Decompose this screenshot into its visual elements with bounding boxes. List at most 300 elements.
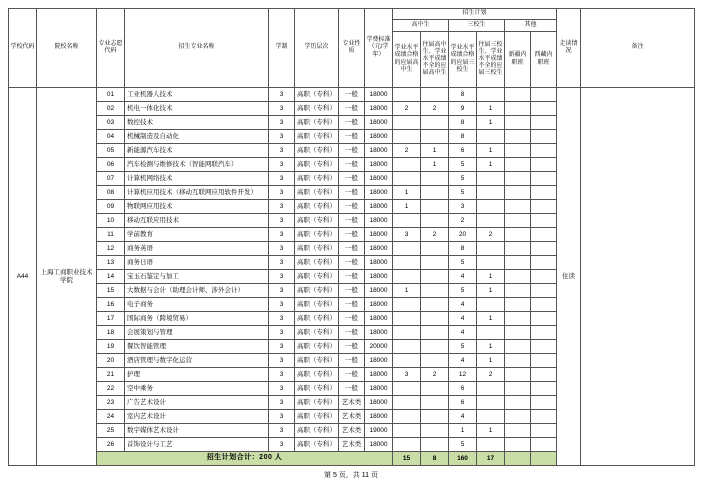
- plan-sx2-cell: [477, 438, 505, 452]
- plan-sx1-cell: 5: [449, 256, 477, 270]
- plan-sx2-cell: 1: [477, 102, 505, 116]
- total-sx1-cell: 160: [449, 452, 477, 466]
- nature-cell: 一般: [339, 228, 365, 242]
- plan-sx2-cell: 1: [477, 284, 505, 298]
- plan-xj-cell: [505, 172, 531, 186]
- plan-xj-cell: [505, 214, 531, 228]
- plan-sx2-cell: 1: [477, 270, 505, 284]
- major-code-cell: 04: [97, 130, 125, 144]
- level-cell: 高职（专科）: [295, 186, 339, 200]
- major-name-cell: 机电一体化技术: [125, 102, 269, 116]
- fee-cell: 18000: [365, 284, 393, 298]
- fee-cell: 18000: [365, 242, 393, 256]
- plan-sx1-cell: 8: [449, 88, 477, 102]
- plan-xj-cell: [505, 116, 531, 130]
- plan-gz1-cell: [393, 88, 421, 102]
- plan-sx2-cell: [477, 88, 505, 102]
- header-nature: 专业性质: [339, 9, 365, 88]
- plan-xj-cell: [505, 270, 531, 284]
- plan-sx1-cell: 4: [449, 354, 477, 368]
- fee-cell: 18000: [365, 326, 393, 340]
- plan-sx1-cell: 5: [449, 284, 477, 298]
- major-code-cell: 26: [97, 438, 125, 452]
- plan-xz-cell: [531, 200, 557, 214]
- duration-cell: 3: [269, 270, 295, 284]
- plan-xz-cell: [531, 326, 557, 340]
- plan-xz-cell: [531, 172, 557, 186]
- duration-cell: 3: [269, 396, 295, 410]
- plan-xj-cell: [505, 88, 531, 102]
- plan-xj-cell: [505, 312, 531, 326]
- duration-cell: 3: [269, 242, 295, 256]
- plan-gz2-cell: [421, 298, 449, 312]
- plan-gz1-cell: [393, 410, 421, 424]
- plan-sx2-cell: 1: [477, 312, 505, 326]
- table-row: [9, 88, 695, 102]
- plan-gz1-cell: [393, 424, 421, 438]
- level-cell: 高职（专科）: [295, 312, 339, 326]
- major-code-cell: 17: [97, 312, 125, 326]
- plan-gz2-cell: [421, 214, 449, 228]
- major-name-cell: 商务英语: [125, 242, 269, 256]
- plan-xz-cell: [531, 298, 557, 312]
- duration-cell: 3: [269, 200, 295, 214]
- page-footer: 第 5 页，共 11 页: [324, 472, 378, 479]
- plan-gz1-cell: 1: [393, 284, 421, 298]
- major-name-cell: 护理: [125, 368, 269, 382]
- plan-xz-cell: [531, 284, 557, 298]
- major-code-cell: 18: [97, 326, 125, 340]
- plan-xz-cell: [531, 256, 557, 270]
- level-cell: 高职（专科）: [295, 256, 339, 270]
- plan-sx1-cell: 3: [449, 200, 477, 214]
- plan-xj-cell: [505, 186, 531, 200]
- header-major-name: 招生专业名称: [125, 9, 269, 88]
- duration-cell: 3: [269, 312, 295, 326]
- plan-gz2-cell: 2: [421, 368, 449, 382]
- header-gz1: 学业水平成绩合格的应届高中生: [393, 32, 421, 88]
- plan-xj-cell: [505, 200, 531, 214]
- plan-gz2-cell: [421, 116, 449, 130]
- header-sanxiao: 三校生: [449, 20, 505, 32]
- duration-cell: 3: [269, 424, 295, 438]
- major-code-cell: 06: [97, 158, 125, 172]
- plan-gz1-cell: [393, 326, 421, 340]
- major-code-cell: 03: [97, 116, 125, 130]
- header-gaozhong: 高中生: [393, 20, 449, 32]
- duration-cell: 3: [269, 326, 295, 340]
- plan-sx1-cell: 4: [449, 326, 477, 340]
- plan-xz-cell: [531, 424, 557, 438]
- total-xj-cell: [505, 452, 531, 466]
- plan-sx1-cell: 2: [449, 214, 477, 228]
- plan-xz-cell: [531, 396, 557, 410]
- admission-plan-table: [8, 8, 695, 466]
- plan-xj-cell: [505, 144, 531, 158]
- plan-gz2-cell: 1: [421, 144, 449, 158]
- major-name-cell: 室内艺术设计: [125, 410, 269, 424]
- plan-gz2-cell: 2: [421, 102, 449, 116]
- header-row-1: [9, 9, 695, 20]
- fee-cell: 18000: [365, 102, 393, 116]
- plan-gz2-cell: [421, 284, 449, 298]
- nature-cell: 一般: [339, 242, 365, 256]
- plan-gz1-cell: [393, 354, 421, 368]
- plan-xj-cell: [505, 158, 531, 172]
- plan-gz2-cell: [421, 186, 449, 200]
- plan-xz-cell: [531, 340, 557, 354]
- plan-gz1-cell: [393, 312, 421, 326]
- plan-sx1-cell: 4: [449, 298, 477, 312]
- total-sx2-cell: 17: [477, 452, 505, 466]
- plan-sx2-cell: 1: [477, 144, 505, 158]
- nature-cell: 一般: [339, 130, 365, 144]
- duration-cell: 3: [269, 256, 295, 270]
- major-name-cell: 空中乘务: [125, 382, 269, 396]
- plan-xj-cell: [505, 368, 531, 382]
- major-name-cell: 数字媒体艺术设计: [125, 424, 269, 438]
- plan-gz1-cell: [393, 158, 421, 172]
- level-cell: 高职（专科）: [295, 242, 339, 256]
- plan-gz2-cell: 1: [421, 158, 449, 172]
- fee-cell: 18000: [365, 88, 393, 102]
- nature-cell: 艺术类: [339, 410, 365, 424]
- major-code-cell: 24: [97, 410, 125, 424]
- nature-cell: 一般: [339, 116, 365, 130]
- duration-cell: 3: [269, 88, 295, 102]
- fee-cell: 18000: [365, 228, 393, 242]
- plan-gz1-cell: [393, 298, 421, 312]
- plan-xj-cell: [505, 102, 531, 116]
- fee-cell: 18000: [365, 312, 393, 326]
- plan-gz2-cell: [421, 438, 449, 452]
- plan-xz-cell: [531, 410, 557, 424]
- fee-cell: 18000: [365, 438, 393, 452]
- major-code-cell: 23: [97, 396, 125, 410]
- school-code-cell: A44: [9, 88, 37, 466]
- major-name-cell: 会展策划与管理: [125, 326, 269, 340]
- fee-cell: 18000: [365, 256, 393, 270]
- plan-gz1-cell: [393, 214, 421, 228]
- major-name-cell: 新能源汽车技术: [125, 144, 269, 158]
- plan-xz-cell: [531, 382, 557, 396]
- plan-xz-cell: [531, 228, 557, 242]
- plan-sx2-cell: 1: [477, 424, 505, 438]
- plan-xz-cell: [531, 102, 557, 116]
- plan-xj-cell: [505, 228, 531, 242]
- major-code-cell: 22: [97, 382, 125, 396]
- header-major-code: 专业志愿代码: [97, 9, 125, 88]
- header-school-code: 学校代码: [9, 9, 37, 88]
- nature-cell: 一般: [339, 382, 365, 396]
- plan-sx1-cell: 1: [449, 424, 477, 438]
- level-cell: 高职（专科）: [295, 130, 339, 144]
- duration-cell: 3: [269, 368, 295, 382]
- plan-sx2-cell: [477, 396, 505, 410]
- plan-sx2-cell: 1: [477, 354, 505, 368]
- plan-xj-cell: [505, 284, 531, 298]
- plan-gz2-cell: [421, 312, 449, 326]
- duration-cell: 3: [269, 172, 295, 186]
- plan-gz2-cell: [421, 410, 449, 424]
- duration-cell: 3: [269, 228, 295, 242]
- plan-sx1-cell: 6: [449, 396, 477, 410]
- level-cell: 高职（专科）: [295, 382, 339, 396]
- major-name-cell: 工业机器人技术: [125, 88, 269, 102]
- major-code-cell: 20: [97, 354, 125, 368]
- fee-cell: 19000: [365, 424, 393, 438]
- duration-cell: 3: [269, 130, 295, 144]
- fee-cell: 18000: [365, 144, 393, 158]
- plan-gz1-cell: 2: [393, 144, 421, 158]
- level-cell: 高职（专科）: [295, 158, 339, 172]
- nature-cell: 一般: [339, 256, 365, 270]
- plan-xz-cell: [531, 354, 557, 368]
- plan-gz1-cell: 1: [393, 200, 421, 214]
- plan-gz1-cell: 2: [393, 102, 421, 116]
- level-cell: 高职（专科）: [295, 88, 339, 102]
- duration-cell: 3: [269, 214, 295, 228]
- nature-cell: 一般: [339, 158, 365, 172]
- school-name-cell: 上海工商职业技术学院: [37, 88, 97, 466]
- level-cell: 高职（专科）: [295, 116, 339, 130]
- duration-cell: 3: [269, 410, 295, 424]
- plan-gz1-cell: [393, 116, 421, 130]
- header-xinjiang: 新疆内职班: [505, 32, 531, 88]
- major-name-cell: 商务日语: [125, 256, 269, 270]
- major-code-cell: 14: [97, 270, 125, 284]
- header-level: 学历层次: [295, 9, 339, 88]
- header-school-name: 院校名称: [37, 9, 97, 88]
- plan-xj-cell: [505, 438, 531, 452]
- plan-sx2-cell: [477, 410, 505, 424]
- fee-cell: 18000: [365, 214, 393, 228]
- level-cell: 高职（专科）: [295, 200, 339, 214]
- plan-gz2-cell: [421, 256, 449, 270]
- major-name-cell: 机械制造及自动化: [125, 130, 269, 144]
- plan-xj-cell: [505, 382, 531, 396]
- major-code-cell: 12: [97, 242, 125, 256]
- plan-xj-cell: [505, 340, 531, 354]
- header-fee: 学费标准（元/学年）: [365, 9, 393, 88]
- major-name-cell: 首饰设计与工艺: [125, 438, 269, 452]
- plan-sx1-cell: 5: [449, 438, 477, 452]
- nature-cell: 一般: [339, 368, 365, 382]
- duration-cell: 3: [269, 382, 295, 396]
- total-label-cell: 招生计划合计：200 人: [97, 452, 393, 466]
- major-code-cell: 11: [97, 228, 125, 242]
- major-code-cell: 19: [97, 340, 125, 354]
- header-sx1: 学业水平成绩合格的应届三校生: [449, 32, 477, 88]
- major-code-cell: 07: [97, 172, 125, 186]
- major-code-cell: 08: [97, 186, 125, 200]
- duration-cell: 3: [269, 144, 295, 158]
- nature-cell: 一般: [339, 312, 365, 326]
- level-cell: 高职（专科）: [295, 172, 339, 186]
- duration-cell: 3: [269, 186, 295, 200]
- fee-cell: 18000: [365, 130, 393, 144]
- plan-gz1-cell: [393, 256, 421, 270]
- plan-xj-cell: [505, 354, 531, 368]
- nature-cell: 一般: [339, 88, 365, 102]
- major-name-cell: 学前教育: [125, 228, 269, 242]
- plan-xz-cell: [531, 214, 557, 228]
- plan-xz-cell: [531, 270, 557, 284]
- header-gz2: 往届高中生、学业水平成绩不全的应届高中生: [421, 32, 449, 88]
- major-code-cell: 01: [97, 88, 125, 102]
- level-cell: 高职（专科）: [295, 144, 339, 158]
- major-code-cell: 05: [97, 144, 125, 158]
- plan-gz1-cell: 3: [393, 228, 421, 242]
- plan-gz1-cell: [393, 130, 421, 144]
- plan-gz2-cell: [421, 340, 449, 354]
- plan-sx1-cell: 9: [449, 102, 477, 116]
- header-duration: 学制: [269, 9, 295, 88]
- plan-sx2-cell: [477, 298, 505, 312]
- major-name-cell: 移动互联应用技术: [125, 214, 269, 228]
- plan-gz1-cell: [393, 270, 421, 284]
- plan-sx1-cell: 5: [449, 158, 477, 172]
- nature-cell: 艺术类: [339, 438, 365, 452]
- major-name-cell: 汽车检测与维修技术（智能网联汽车）: [125, 158, 269, 172]
- plan-sx2-cell: 1: [477, 340, 505, 354]
- header-remark: 备注: [581, 9, 695, 88]
- plan-sx1-cell: 4: [449, 312, 477, 326]
- plan-sx1-cell: 5: [449, 172, 477, 186]
- plan-sx2-cell: [477, 382, 505, 396]
- level-cell: 高职（专科）: [295, 298, 339, 312]
- nature-cell: 一般: [339, 214, 365, 228]
- plan-xz-cell: [531, 186, 557, 200]
- plan-sx2-cell: 1: [477, 158, 505, 172]
- nature-cell: 一般: [339, 284, 365, 298]
- major-name-cell: 餐饮智能管理: [125, 340, 269, 354]
- plan-gz1-cell: [393, 340, 421, 354]
- plan-gz1-cell: [393, 396, 421, 410]
- major-code-cell: 25: [97, 424, 125, 438]
- plan-xj-cell: [505, 424, 531, 438]
- plan-xj-cell: [505, 396, 531, 410]
- level-cell: 高职（专科）: [295, 340, 339, 354]
- fee-cell: 18000: [365, 410, 393, 424]
- fee-cell: 18000: [365, 200, 393, 214]
- plan-sx1-cell: 4: [449, 410, 477, 424]
- level-cell: 高职（专科）: [295, 228, 339, 242]
- duration-cell: 3: [269, 158, 295, 172]
- plan-sx1-cell: 12: [449, 368, 477, 382]
- plan-sx2-cell: [477, 256, 505, 270]
- major-code-cell: 10: [97, 214, 125, 228]
- plan-gz1-cell: [393, 382, 421, 396]
- major-code-cell: 16: [97, 298, 125, 312]
- major-code-cell: 21: [97, 368, 125, 382]
- total-xz-cell: [531, 452, 557, 466]
- fee-cell: 18000: [365, 116, 393, 130]
- plan-sx2-cell: 2: [477, 228, 505, 242]
- header-commute: 走读情况: [557, 9, 581, 88]
- plan-gz2-cell: [421, 270, 449, 284]
- fee-cell: 18000: [365, 382, 393, 396]
- major-name-cell: 数控技术: [125, 116, 269, 130]
- duration-cell: 3: [269, 340, 295, 354]
- plan-xz-cell: [531, 88, 557, 102]
- plan-sx2-cell: [477, 242, 505, 256]
- header-other: 其他: [505, 20, 557, 32]
- plan-sx1-cell: 20: [449, 228, 477, 242]
- plan-sx2-cell: [477, 172, 505, 186]
- level-cell: 高职（专科）: [295, 270, 339, 284]
- level-cell: 高职（专科）: [295, 396, 339, 410]
- nature-cell: 一般: [339, 354, 365, 368]
- plan-xz-cell: [531, 158, 557, 172]
- plan-gz2-cell: [421, 172, 449, 186]
- plan-gz2-cell: 2: [421, 228, 449, 242]
- fee-cell: 18000: [365, 270, 393, 284]
- plan-xj-cell: [505, 326, 531, 340]
- plan-sx1-cell: 6: [449, 382, 477, 396]
- major-name-cell: 电子商务: [125, 298, 269, 312]
- plan-xj-cell: [505, 130, 531, 144]
- level-cell: 高职（专科）: [295, 368, 339, 382]
- plan-sx1-cell: 8: [449, 242, 477, 256]
- fee-cell: 18000: [365, 298, 393, 312]
- level-cell: 高职（专科）: [295, 214, 339, 228]
- plan-sx2-cell: [477, 326, 505, 340]
- major-code-cell: 13: [97, 256, 125, 270]
- level-cell: 高职（专科）: [295, 410, 339, 424]
- plan-sx1-cell: 8: [449, 116, 477, 130]
- duration-cell: 3: [269, 354, 295, 368]
- plan-xz-cell: [531, 116, 557, 130]
- plan-gz2-cell: [421, 130, 449, 144]
- level-cell: 高职（专科）: [295, 326, 339, 340]
- level-cell: 高职（专科）: [295, 284, 339, 298]
- level-cell: 高职（专科）: [295, 102, 339, 116]
- plan-xz-cell: [531, 242, 557, 256]
- plan-sx1-cell: 5: [449, 340, 477, 354]
- plan-sx1-cell: 5: [449, 186, 477, 200]
- plan-sx2-cell: [477, 214, 505, 228]
- level-cell: 高职（专科）: [295, 354, 339, 368]
- plan-xj-cell: [505, 298, 531, 312]
- nature-cell: 一般: [339, 200, 365, 214]
- plan-sx1-cell: 6: [449, 144, 477, 158]
- remark-cell: [581, 88, 695, 466]
- fee-cell: 18000: [365, 186, 393, 200]
- nature-cell: 一般: [339, 144, 365, 158]
- major-code-cell: 15: [97, 284, 125, 298]
- major-name-cell: 计算机应用技术（移动互联网应用软件开发）: [125, 186, 269, 200]
- total-gz1-cell: 15: [393, 452, 421, 466]
- fee-cell: 18000: [365, 368, 393, 382]
- major-name-cell: 计算机网络技术: [125, 172, 269, 186]
- duration-cell: 3: [269, 102, 295, 116]
- plan-sx1-cell: 8: [449, 130, 477, 144]
- level-cell: 高职（专科）: [295, 424, 339, 438]
- plan-sx2-cell: 2: [477, 368, 505, 382]
- major-name-cell: 广告艺术设计: [125, 396, 269, 410]
- nature-cell: 一般: [339, 340, 365, 354]
- header-xizang: 西藏内职班: [531, 32, 557, 88]
- plan-gz2-cell: [421, 200, 449, 214]
- plan-xz-cell: [531, 144, 557, 158]
- plan-sx2-cell: [477, 130, 505, 144]
- plan-gz1-cell: 1: [393, 186, 421, 200]
- plan-xz-cell: [531, 130, 557, 144]
- plan-xz-cell: [531, 368, 557, 382]
- plan-gz1-cell: [393, 438, 421, 452]
- level-cell: 高职（专科）: [295, 438, 339, 452]
